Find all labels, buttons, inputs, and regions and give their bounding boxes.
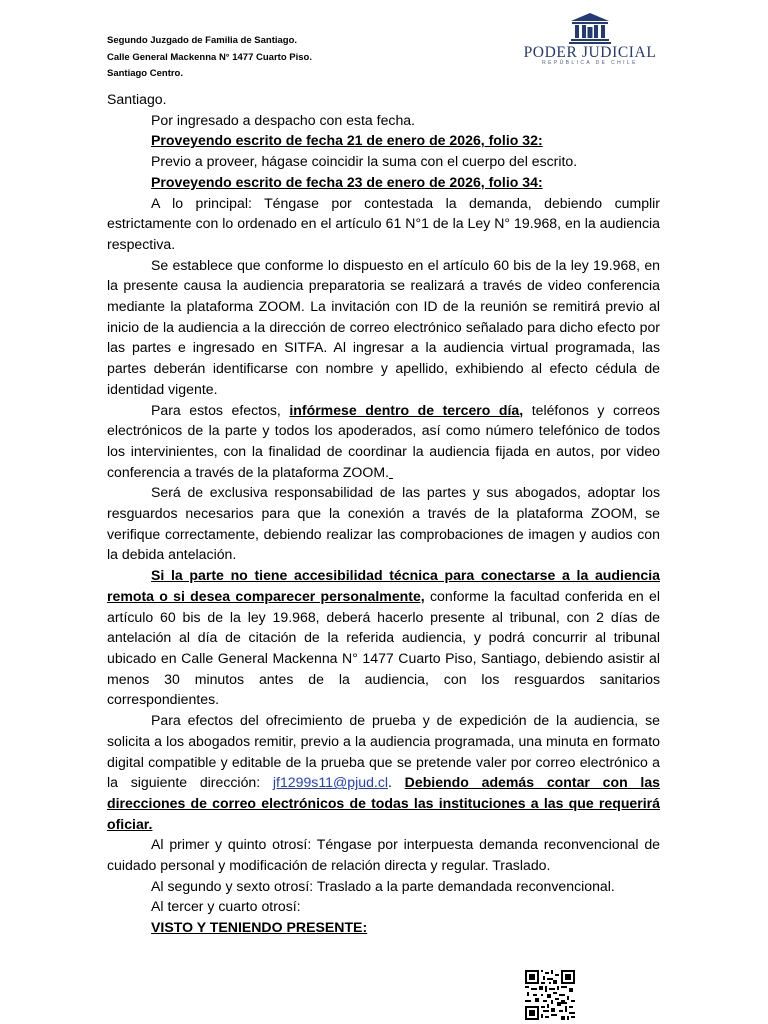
p7-emphasis: Si la parte no tiene accesibilidad técnica para conectarse a la audiencia remota o si desea comparecer personalmente,	[107, 567, 660, 604]
paragraph-otrosi-1-5: Al primer y quinto otrosí: Téngase por interpuesta demanda reconvencional de cuidado personal y modificación de relación directa y regular. Traslado.	[107, 836, 660, 874]
p8-text-b: .	[388, 774, 405, 791]
qr-code-icon	[525, 970, 575, 1020]
p8-text-a: Para efectos del ofrecimiento de prueba y de expedición de la audiencia, se solicita a los abogados remitir, previo a la audiencia programada, una minuta en formato digital compatible y editable de la prueba que se pretende valer por correo electrónico a la siguiente dirección:	[107, 712, 660, 791]
paragraph-principal: A lo principal: Téngase por contestada la demanda, debiendo cumplir estrictamente con lo ordenado en el artículo 61 N°1 de la Ley N° 19.968, en la audiencia respectiva.	[107, 194, 660, 252]
heading-visto: VISTO Y TENIENDO PRESENTE:	[151, 919, 368, 936]
paragraph-responsibility: Será de exclusiva responsabilidad de las partes y sus abogados, adoptar los resguardos necesarios para que la conexión a través de la plataforma ZOOM, se verifique correctamente, debiendo realizar las comprobaciones de imagen y audios con la debida antelación.	[107, 484, 660, 563]
logo-subtitle: REPÚBLICA DE CHILE	[542, 60, 638, 66]
paragraph-otrosi-2-6: Al segundo y sexto otrosí: Traslado a la parte demandada reconvencional.	[151, 877, 615, 894]
logo-name: PODER JUDICIAL	[523, 44, 657, 61]
p8-emphasis: Debiendo además contar con las direcciones de correo electrónicos de todas las instituciones a las que requerirá oficiar.	[107, 774, 660, 832]
court-address: Calle General Mackenna N° 1477 Cuarto Piso.	[107, 51, 312, 63]
court-district: Santiago Centro.	[107, 68, 184, 79]
court-header	[107, 33, 312, 83]
paragraph-otrosi-3-4: Al tercer y cuarto otrosí:	[151, 898, 301, 915]
paragraph-2: Previo a proveer, hágase coincidir la suma con el cuerpo del escrito.	[151, 153, 578, 170]
courthouse-icon	[568, 12, 612, 44]
p7-text: conforme la facultad conferida en el artículo 60 bis de la ley 19.968, deberá hacerlo presente al tribunal, con 2 días de antelación al día de citación de la referida audiencia, y podrá concurrir al tribunal ubicado en Calle General Mackenna N° 1477 Cuarto Piso, Santiago, debiendo asistir al menos 30 minutos antes de la audiencia, con los resguardos sanitarios correspondientes.	[107, 587, 660, 708]
paragraph-videoconference: Se establece que conforme lo dispuesto en el artículo 60 bis de la ley 19.968, en la presente causa la audiencia preparatoria se realizará a través de video conferencia mediante la plataforma ZOOM. La invitación con ID de la reunión se remitirá previo al inicio de la audiencia a la dirección de correo electrónico señalado para dicho efecto por las partes e ingresado en SITFA. Al ingresar a la audiencia virtual programada, las partes deberán identificarse con nombre y apellido, exhibiendo al efecto cédula de identidad vigente.	[107, 256, 660, 397]
p5-text-a: Para estos efectos,	[151, 401, 290, 418]
p5-text-c: teléfonos y correos electrónicos de la parte y todos los apoderados, así como número telefónico de todos los intervinientes, con la finalidad de coordinar la audiencia fijada en autos, por video conferencia a través de la plataforma ZOOM.	[107, 401, 660, 480]
email-link[interactable]: jf1299s11@pjud.cl	[272, 774, 389, 791]
p5-emphasis: infórmese dentro de tercero día,	[289, 401, 524, 418]
resolution-body	[107, 89, 660, 938]
paragraph-1: Por ingresado a despacho con esta fecha.	[151, 111, 416, 128]
city: Santiago.	[107, 91, 167, 107]
paragraph-contact-info	[107, 400, 660, 483]
heading-folio-32: Proveyendo escrito de fecha 21 de enero de 2026, folio 32:	[151, 132, 543, 149]
paragraph-in-person	[107, 565, 660, 710]
court-name: Segundo Juzgado de Familia de Santiago.	[107, 35, 298, 46]
heading-folio-34: Proveyendo escrito de fecha 23 de enero de 2026, folio 34:	[151, 173, 543, 190]
poder-judicial-logo	[520, 12, 660, 72]
paragraph-evidence	[107, 710, 660, 834]
